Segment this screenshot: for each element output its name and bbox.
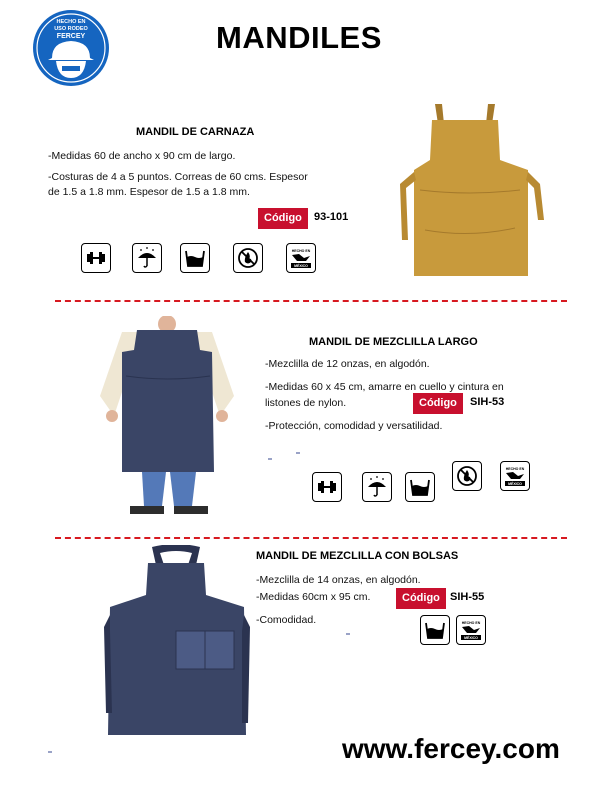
product-title-carnaza: MANDIL DE CARNAZA bbox=[136, 126, 255, 138]
scan-speck bbox=[346, 633, 350, 635]
product-desc-line: -Medidas 60 x 45 cm, amarre en cuello y cintura en bbox=[265, 381, 504, 393]
product-code: SIH-55 bbox=[450, 591, 485, 603]
safety-helmet-person-icon bbox=[24, 8, 118, 88]
weight-dumbbell-icon bbox=[81, 243, 111, 273]
scan-speck bbox=[268, 458, 272, 460]
logo-middle-text: USO RODEO bbox=[54, 26, 88, 32]
website-url[interactable]: www.fercey.com bbox=[342, 733, 560, 764]
product-desc-line: -Medidas 60cm x 95 cm. bbox=[256, 591, 371, 603]
product-desc-line: de 1.5 a 1.8 mm. Espesor de 1.5 a 1.8 mm. bbox=[48, 186, 250, 198]
hecho-en-mexico-icon bbox=[286, 243, 316, 273]
product-desc-line: -Mezclilla de 14 onzas, en algodón. bbox=[256, 574, 421, 586]
denim-long-apron-image bbox=[92, 316, 242, 518]
code-badge: Código bbox=[413, 393, 463, 414]
code-badge: Código bbox=[258, 208, 308, 229]
product-desc-line: -Costuras de 4 a 5 puntos. Correas de 60 cms. Espesor bbox=[48, 171, 308, 183]
no-flame-icon bbox=[452, 461, 482, 491]
water-bucket-icon bbox=[420, 615, 450, 645]
mexico-badge-top: HECHO EN bbox=[291, 249, 311, 253]
mexico-badge-bottom: MÉXICO bbox=[464, 636, 478, 640]
mexico-badge-top: HECHO EN bbox=[505, 467, 525, 471]
mexico-badge-bottom: MÉXICO bbox=[294, 264, 308, 268]
scan-speck bbox=[48, 751, 52, 753]
product-code: SIH-53 bbox=[470, 396, 505, 408]
page-title: MANDILES bbox=[216, 20, 382, 55]
logo-top-text: HECHO EN bbox=[56, 19, 86, 25]
no-flame-icon bbox=[233, 243, 263, 273]
product-desc-line: -Protección, comodidad y versatilidad. bbox=[265, 420, 443, 432]
denim-pocket-apron-image bbox=[100, 545, 252, 740]
section-divider bbox=[55, 300, 567, 302]
weight-dumbbell-icon bbox=[312, 472, 342, 502]
product-code: 93-101 bbox=[314, 211, 349, 223]
scan-speck bbox=[296, 452, 300, 454]
product-title-mezclilla-largo: MANDIL DE MEZCLILLA LARGO bbox=[309, 336, 478, 348]
water-bucket-icon bbox=[405, 472, 435, 502]
logo-brand-text: FERCEY bbox=[56, 33, 86, 40]
product-title-mezclilla-bolsas: MANDIL DE MEZCLILLA CON BOLSAS bbox=[256, 550, 459, 562]
umbrella-rain-icon bbox=[362, 472, 392, 502]
product-desc-line: -Comodidad. bbox=[256, 614, 317, 626]
product-desc-line: listones de nylon. bbox=[265, 397, 347, 409]
product-desc-line: -Mezclilla de 12 onzas, en algodón. bbox=[265, 358, 430, 370]
mexico-badge-bottom: MÉXICO bbox=[508, 482, 522, 486]
umbrella-rain-icon bbox=[132, 243, 162, 273]
product-desc-line: -Medidas 60 de ancho x 90 cm de largo. bbox=[48, 150, 236, 162]
leather-apron-image bbox=[380, 100, 552, 286]
hecho-en-mexico-icon bbox=[500, 461, 530, 491]
brand-logo bbox=[24, 8, 118, 88]
mexico-badge-top: HECHO EN bbox=[461, 621, 481, 625]
code-badge: Código bbox=[396, 588, 446, 609]
hecho-en-mexico-icon bbox=[456, 615, 486, 645]
water-bucket-icon bbox=[180, 243, 210, 273]
section-divider bbox=[55, 537, 567, 539]
